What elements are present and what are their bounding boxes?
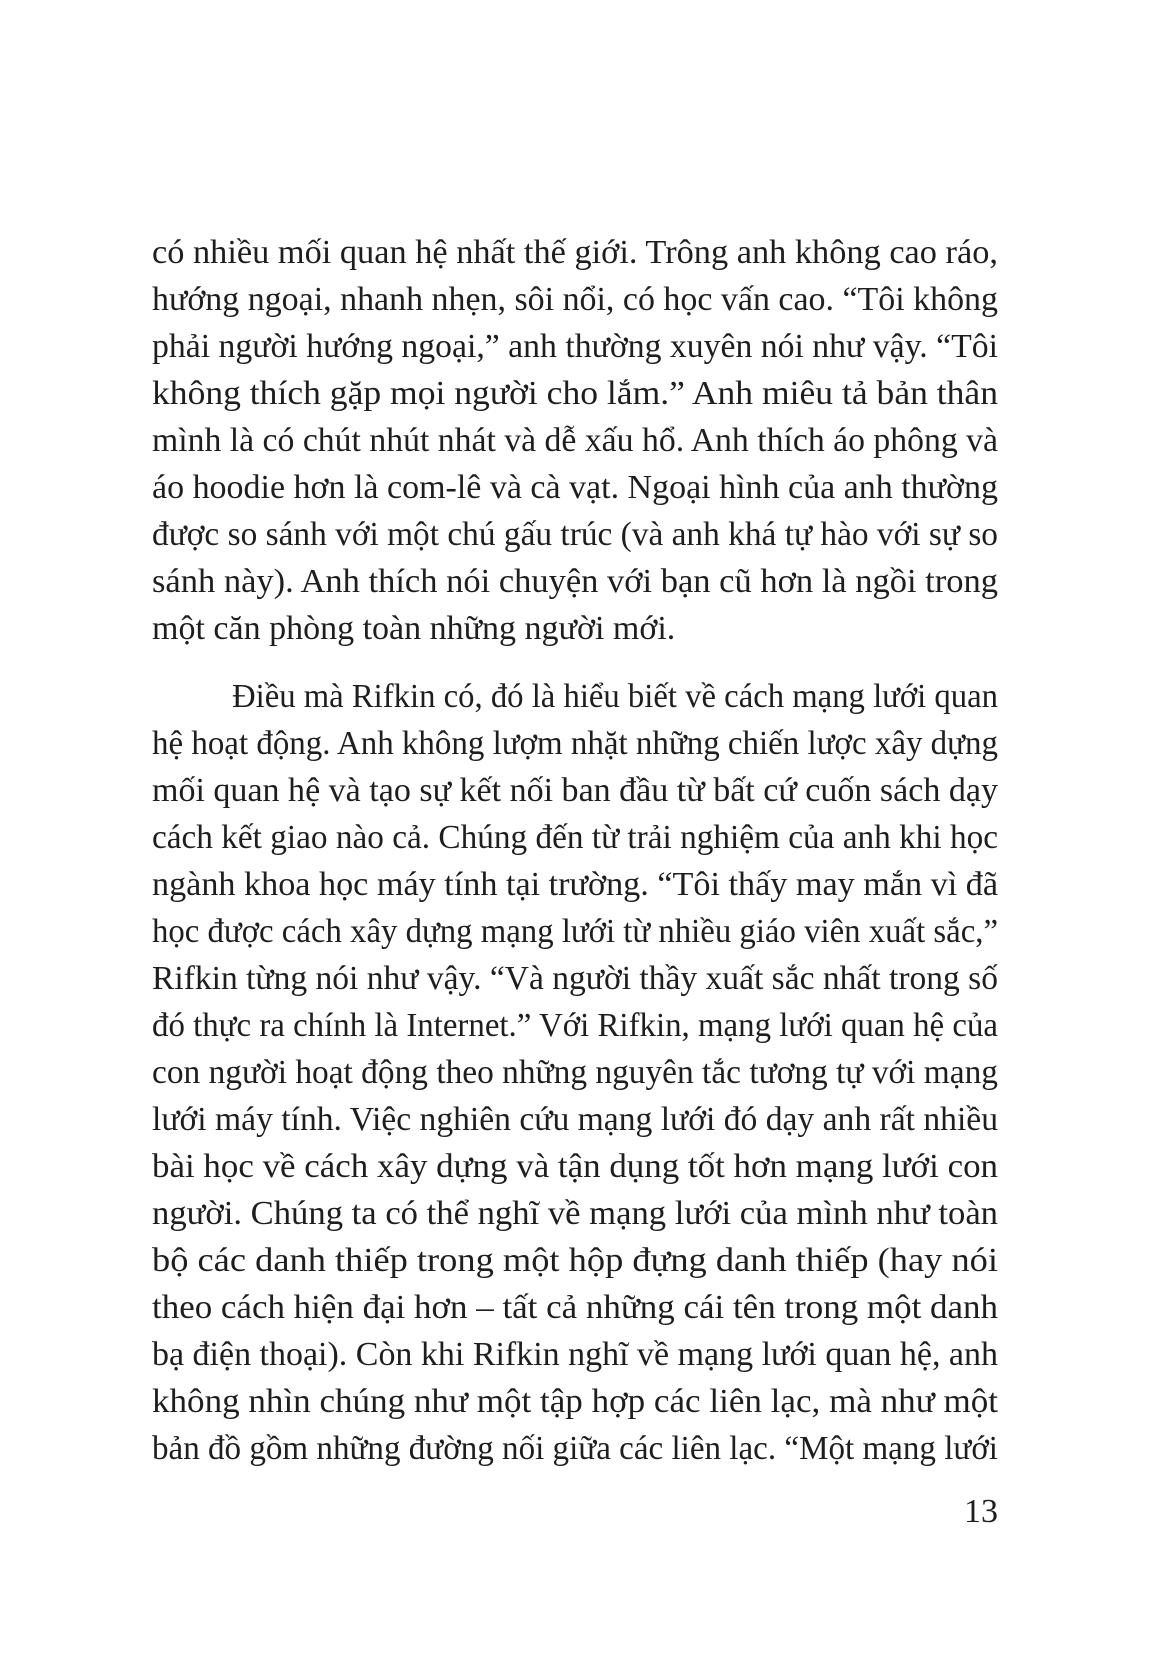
text-line: không thích gặp mọi người cho lắm.” Anh miêu tả bản thân <box>152 375 999 412</box>
text-line: đó thực ra chính là Internet.” Với Rifkin, mạng lưới quan hệ của <box>152 1007 998 1044</box>
page-number: 13 <box>964 1493 998 1530</box>
text-line: bản đồ gồm những đường nối giữa các liên lạc. “Một mạng lưới <box>152 1430 998 1467</box>
text-line: học được cách xây dựng mạng lưới từ nhiều giáo viên xuất sắc,” <box>152 913 998 950</box>
text-line: có nhiều mối quan hệ nhất thế giới. Trông anh không cao ráo, <box>152 234 999 271</box>
text-line: áo hoodie hơn là com-lê và cà vạt. Ngoại hình của anh thường <box>152 469 998 506</box>
text-line: bài học về cách xây dựng và tận dụng tốt hơn mạng lưới con <box>152 1148 998 1185</box>
text-line: bộ các danh thiếp trong một hộp đựng danh thiếp (hay nói <box>152 1242 998 1279</box>
paragraph <box>152 673 998 1472</box>
body-text <box>152 229 998 1472</box>
text-line: Điều mà Rifkin có, đó là hiểu biết về cách mạng lưới quan <box>232 678 998 715</box>
text-line: hệ hoạt động. Anh không lượm nhặt những chiến lược xây dựng <box>152 725 998 762</box>
text-line: mình là có chút nhút nhát và dễ xấu hổ. Anh thích áo phông và <box>152 422 998 459</box>
text-line: cách kết giao nào cả. Chúng đến từ trải nghiệm của anh khi học <box>152 819 998 856</box>
text-line: sánh này). Anh thích nói chuyện với bạn cũ hơn là ngồi trong <box>152 563 998 600</box>
text-line: mối quan hệ và tạo sự kết nối ban đầu từ bất cứ cuốn sách dạy <box>152 772 998 809</box>
text-line: con người hoạt động theo những nguyên tắc tương tự với mạng <box>152 1054 998 1091</box>
text-line: được so sánh với một chú gấu trúc (và anh khá tự hào với sự so <box>152 516 998 553</box>
text-line: người. Chúng ta có thể nghĩ về mạng lưới của mình như toàn <box>152 1195 998 1232</box>
text-line: bạ điện thoại). Còn khi Rifkin nghĩ về mạng lưới quan hệ, anh <box>152 1336 998 1373</box>
paragraph <box>152 229 998 652</box>
text-line: phải người hướng ngoại,” anh thường xuyên nói như vậy. “Tôi <box>152 328 998 365</box>
text-line: Rifkin từng nói như vậy. “Và người thầy xuất sắc nhất trong số <box>152 960 998 997</box>
text-line: ngành khoa học máy tính tại trường. “Tôi thấy may mắn vì đã <box>152 866 998 903</box>
text-line: không nhìn chúng như một tập hợp các liên lạc, mà như một <box>152 1383 998 1420</box>
text-line: lưới máy tính. Việc nghiên cứu mạng lưới đó dạy anh rất nhiều <box>152 1101 998 1138</box>
text-line: một căn phòng toàn những người mới. <box>152 610 676 647</box>
text-line: theo cách hiện đại hơn – tất cả những cái tên trong một danh <box>152 1289 998 1326</box>
text-line: hướng ngoại, nhanh nhẹn, sôi nổi, có học vấn cao. “Tôi không <box>152 281 998 318</box>
